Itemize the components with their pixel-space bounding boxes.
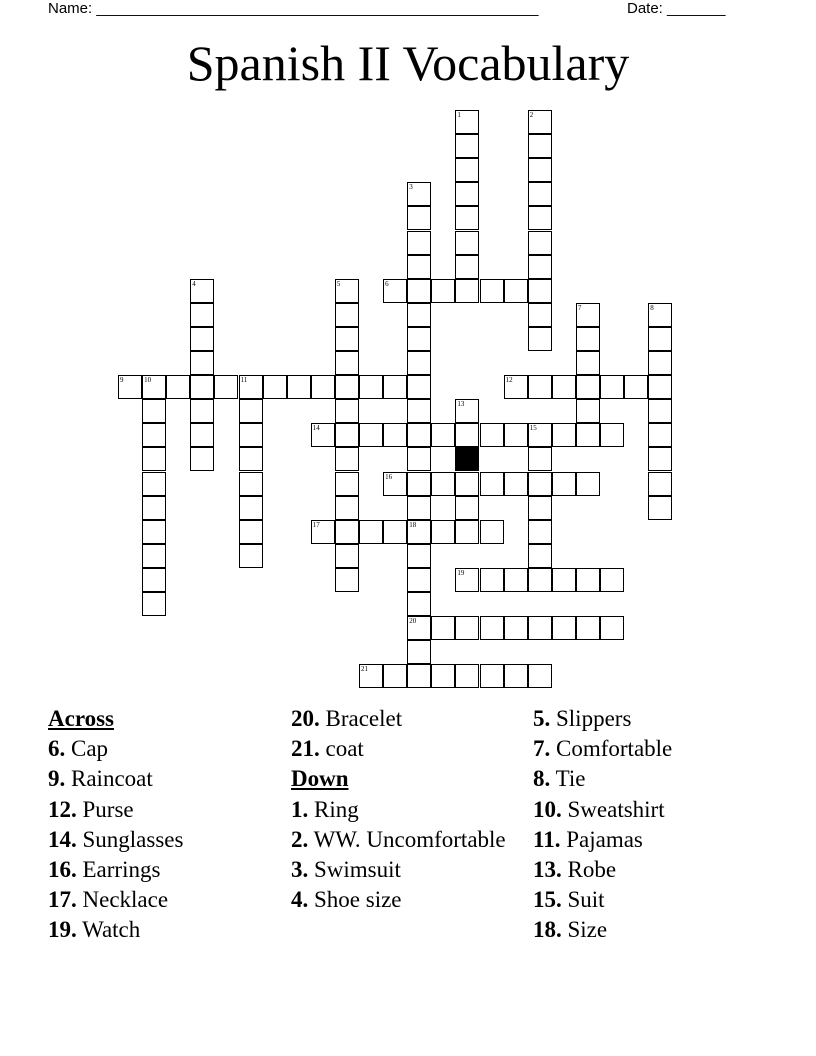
crossword-cell[interactable]: [455, 616, 479, 640]
crossword-cell[interactable]: [335, 399, 359, 423]
crossword-cell[interactable]: [190, 303, 214, 327]
crossword-cell[interactable]: [383, 423, 407, 447]
crossword-cell[interactable]: [648, 447, 672, 471]
crossword-cell[interactable]: [480, 279, 504, 303]
clue-number: 8.: [533, 766, 551, 792]
clue-text: Sweatshirt: [567, 796, 665, 822]
crossword-cell[interactable]: [407, 447, 431, 471]
crossword-cell[interactable]: [335, 496, 359, 520]
across-clue-20: [291, 704, 526, 734]
crossword-cell[interactable]: [648, 303, 672, 327]
crossword-cell[interactable]: [431, 279, 455, 303]
crossword-cell[interactable]: [504, 664, 528, 688]
crossword-cell[interactable]: [383, 375, 407, 399]
across-clue-12: [48, 795, 283, 825]
clue-number: 2.: [291, 826, 309, 852]
crossword-cell[interactable]: [528, 496, 552, 520]
clue-number-label: 18: [409, 520, 417, 529]
crossword-cell[interactable]: [504, 279, 528, 303]
crossword-cell[interactable]: [407, 399, 431, 423]
clue-number-label: 2: [529, 111, 534, 119]
crossword-cell[interactable]: [455, 568, 479, 592]
clue-number: 13.: [533, 857, 562, 883]
crossword-cell[interactable]: [576, 351, 600, 375]
crossword-cell[interactable]: [407, 206, 431, 230]
crossword-cell[interactable]: [142, 592, 166, 616]
crossword-cell[interactable]: [239, 544, 263, 568]
crossword-cell[interactable]: [576, 423, 600, 447]
crossword-cell[interactable]: [648, 496, 672, 520]
across-clue-6: [48, 734, 283, 764]
crossword-cell[interactable]: [335, 303, 359, 327]
clue-text: Earrings: [82, 857, 161, 883]
crossword-cell[interactable]: [335, 279, 359, 303]
crossword-cell[interactable]: [552, 472, 576, 496]
crossword-cell[interactable]: [335, 447, 359, 471]
crossword-cell[interactable]: [166, 375, 190, 399]
across-clue-9: [48, 764, 283, 794]
crossword-cell[interactable]: [528, 182, 552, 206]
crossword-cell[interactable]: [190, 279, 214, 303]
crossword-cell[interactable]: [118, 375, 142, 399]
crossword-cell[interactable]: [431, 423, 455, 447]
crossword-cell[interactable]: [455, 206, 479, 230]
crossword-cell[interactable]: [480, 520, 504, 544]
page-title: Spanish II Vocabulary: [186, 35, 630, 91]
clue-number-label: 16: [385, 472, 393, 481]
clue-number: 18.: [533, 917, 562, 943]
clue-text: Watch: [82, 917, 141, 943]
across-heading: Across: [48, 706, 115, 731]
crossword-cell[interactable]: [455, 255, 479, 279]
crossword-cell[interactable]: [528, 110, 552, 134]
crossword-cell[interactable]: [455, 134, 479, 158]
crossword-cell[interactable]: [407, 255, 431, 279]
crossword-cell[interactable]: [528, 327, 552, 351]
clue-text: Comfortable: [556, 736, 673, 762]
crossword-cell[interactable]: [407, 520, 431, 544]
down-clue-11: [533, 825, 773, 855]
across-clue-17: [48, 885, 283, 915]
crossword-cell[interactable]: [407, 182, 431, 206]
crossword-cell[interactable]: [431, 520, 455, 544]
crossword-cell[interactable]: [190, 375, 214, 399]
crossword-cell[interactable]: [239, 399, 263, 423]
crossword-cell[interactable]: [407, 616, 431, 640]
across-clue-21: [291, 734, 526, 764]
crossword-cell[interactable]: [528, 303, 552, 327]
crossword-cell[interactable]: [359, 664, 383, 688]
clue-text: Robe: [567, 857, 617, 883]
crossword-cell[interactable]: [407, 303, 431, 327]
crossword-cell[interactable]: [407, 592, 431, 616]
crossword-cell[interactable]: [142, 568, 166, 592]
clue-number-label: 14: [312, 424, 320, 433]
crossword-cell[interactable]: [239, 447, 263, 471]
clue-number-label: 4: [192, 279, 196, 288]
across-clue-16: [48, 855, 283, 885]
clue-number-label: 12: [505, 376, 513, 385]
crossword-cell[interactable]: [407, 544, 431, 568]
crossword-cell[interactable]: [600, 423, 624, 447]
clue-number: 20.: [291, 706, 320, 731]
clue-text: Raincoat: [71, 766, 153, 792]
crossword-cell[interactable]: [335, 375, 359, 399]
clue-number: 16.: [48, 857, 77, 883]
clue-text: Suit: [567, 887, 605, 913]
crossword-cell[interactable]: [648, 351, 672, 375]
clue-number: 17.: [48, 887, 77, 913]
crossword-cell[interactable]: [455, 472, 479, 496]
down-clue-4: [291, 885, 526, 915]
crossword-cell[interactable]: [431, 472, 455, 496]
clue-number: 9.: [48, 766, 66, 792]
clue-number: 1.: [291, 796, 309, 822]
crossword-cell[interactable]: [214, 375, 238, 399]
crossword-cell[interactable]: [528, 664, 552, 688]
crossword-cell[interactable]: [600, 616, 624, 640]
across-clue-19: [48, 915, 283, 945]
crossword-cell[interactable]: [311, 520, 335, 544]
clue-number-label: 1: [457, 111, 461, 119]
crossword-cell[interactable]: [648, 423, 672, 447]
crossword-cell[interactable]: [528, 520, 552, 544]
down-clue-5: [533, 704, 773, 734]
crossword-cell[interactable]: [480, 423, 504, 447]
crossword-cell[interactable]: [576, 327, 600, 351]
clue-number-label: 5: [336, 279, 341, 288]
crossword-cell[interactable]: [431, 616, 455, 640]
crossword-cell[interactable]: [576, 616, 600, 640]
crossword-cell[interactable]: [552, 423, 576, 447]
clue-number-label: 19: [457, 568, 465, 577]
crossword-cell[interactable]: [528, 423, 552, 447]
clue-number-label: 7: [577, 303, 582, 312]
crossword-cell[interactable]: [142, 423, 166, 447]
crossword-cell[interactable]: [528, 447, 552, 471]
crossword-cell[interactable]: [383, 664, 407, 688]
across-clue-14: [48, 825, 283, 855]
clue-number-label: 8: [650, 303, 654, 312]
crossword-cell[interactable]: [648, 399, 672, 423]
crossword-cell[interactable]: [359, 520, 383, 544]
crossword-cell[interactable]: [335, 327, 359, 351]
clue-number: 19.: [48, 917, 77, 943]
crossword-cell[interactable]: [504, 568, 528, 592]
down-clue-10: [533, 795, 773, 825]
clue-text: Slippers: [556, 706, 632, 731]
crossword-cell[interactable]: [142, 399, 166, 423]
crossword-cell[interactable]: [552, 568, 576, 592]
down-clue-1: [291, 795, 526, 825]
clue-number-label: 13: [457, 400, 465, 409]
crossword-cell[interactable]: [407, 640, 431, 664]
down-clue-3: [291, 855, 526, 885]
clue-text: Ring: [314, 796, 359, 822]
crossword-cell[interactable]: [528, 134, 552, 158]
crossword-cell[interactable]: [455, 110, 479, 134]
down-clue-18: [533, 915, 773, 945]
crossword-cell[interactable]: [480, 616, 504, 640]
crossword-cell[interactable]: [239, 472, 263, 496]
crossword-cell[interactable]: [335, 423, 359, 447]
crossword-cell[interactable]: [407, 568, 431, 592]
crossword-cell[interactable]: [407, 664, 431, 688]
clue-number: 11.: [533, 826, 561, 852]
clue-column-3: [533, 704, 773, 946]
clue-text: Size: [567, 917, 608, 943]
down-clue-15: [533, 885, 773, 915]
clue-number: 14.: [48, 826, 77, 852]
crossword-cell[interactable]: [455, 520, 479, 544]
crossword-cell[interactable]: [335, 472, 359, 496]
clue-number-label: 17: [312, 520, 320, 529]
crossword-cell[interactable]: [263, 375, 287, 399]
crossword-cell[interactable]: [407, 327, 431, 351]
crossword-cell[interactable]: [600, 568, 624, 592]
crossword-cell[interactable]: [624, 375, 648, 399]
clue-number: 5.: [533, 706, 551, 731]
crossword-cell[interactable]: [576, 399, 600, 423]
crossword-cell[interactable]: [600, 375, 624, 399]
clue-text: Shoe size: [314, 887, 402, 913]
clue-number: 3.: [291, 857, 309, 883]
crossword-cell[interactable]: [552, 375, 576, 399]
crossword-cell[interactable]: [407, 351, 431, 375]
crossword-cell[interactable]: [239, 423, 263, 447]
crossword-cell[interactable]: [480, 664, 504, 688]
crossword-cell[interactable]: [407, 231, 431, 255]
clue-number-label: 11: [240, 376, 248, 385]
crossword-cell[interactable]: [528, 158, 552, 182]
crossword-cell[interactable]: [335, 351, 359, 375]
crossword-cell[interactable]: [142, 447, 166, 471]
crossword-cell[interactable]: [528, 375, 552, 399]
crossword-cell[interactable]: [528, 544, 552, 568]
down-clue-8: [533, 764, 773, 794]
crossword-cell[interactable]: [431, 664, 455, 688]
crossword-cell[interactable]: [407, 375, 431, 399]
crossword-cell[interactable]: [648, 327, 672, 351]
crossword-cell[interactable]: [383, 472, 407, 496]
clue-column-2: [291, 704, 526, 915]
crossword-cell[interactable]: [142, 375, 166, 399]
crossword-cell[interactable]: [504, 423, 528, 447]
clue-text: coat: [325, 736, 364, 762]
clue-number-label: 15: [529, 424, 537, 433]
crossword-cell[interactable]: [407, 472, 431, 496]
crossword-cell[interactable]: [576, 472, 600, 496]
crossword-cell[interactable]: [239, 496, 263, 520]
clue-text: Pajamas: [566, 826, 643, 852]
down-heading: Down: [291, 766, 349, 792]
crossword-cell[interactable]: [239, 375, 263, 399]
crossword-cell[interactable]: [504, 375, 528, 399]
crossword-cell[interactable]: [311, 375, 335, 399]
clue-number-label: 10: [144, 376, 152, 385]
crossword-cell[interactable]: [190, 447, 214, 471]
crossword-cell[interactable]: [455, 664, 479, 688]
clue-number: 6.: [48, 736, 66, 762]
clue-number: 4.: [291, 887, 309, 913]
date-field-line[interactable]: Date: _______: [627, 0, 726, 17]
crossword-cell[interactable]: [528, 279, 552, 303]
crossword-cell[interactable]: [480, 472, 504, 496]
crossword-cell[interactable]: [528, 616, 552, 640]
clue-text: Tie: [555, 766, 586, 792]
crossword-cell[interactable]: [455, 399, 479, 423]
crossword-cell[interactable]: [528, 206, 552, 230]
clue-number-label: 3: [409, 183, 413, 192]
crossword-cell[interactable]: [455, 231, 479, 255]
clue-number: 10.: [533, 796, 562, 822]
clue-number: 21.: [291, 736, 320, 762]
crossword-cell[interactable]: [142, 544, 166, 568]
crossword-cell[interactable]: [648, 472, 672, 496]
crossword-cell[interactable]: [142, 496, 166, 520]
crossword-cell[interactable]: [455, 182, 479, 206]
crossword-cell[interactable]: [528, 231, 552, 255]
crossword-cell[interactable]: [190, 351, 214, 375]
crossword-cell[interactable]: [407, 496, 431, 520]
clue-number: 15.: [533, 887, 562, 913]
crossword-cell[interactable]: [648, 375, 672, 399]
clue-text: Swimsuit: [314, 857, 401, 883]
clue-number: 7.: [533, 736, 551, 762]
crossword-cell[interactable]: [455, 496, 479, 520]
crossword-cell[interactable]: [407, 423, 431, 447]
crossword-cell[interactable]: [190, 423, 214, 447]
crossword-cell[interactable]: [239, 520, 263, 544]
clue-number-label: 6: [385, 279, 389, 288]
clue-number-label: 9: [120, 376, 124, 385]
crossword-cell[interactable]: [576, 568, 600, 592]
crossword-cell[interactable]: [528, 568, 552, 592]
crossword-cell[interactable]: [335, 544, 359, 568]
clue-text: Purse: [82, 796, 134, 822]
down-clue-7: [533, 734, 773, 764]
crossword-cell[interactable]: [335, 520, 359, 544]
crossword-cell[interactable]: [359, 375, 383, 399]
crossword-cell[interactable]: [576, 375, 600, 399]
clue-text: Bracelet: [325, 706, 403, 731]
clue-number: 12.: [48, 796, 77, 822]
down-clue-13: [533, 855, 773, 885]
crossword-cell[interactable]: [504, 616, 528, 640]
name-field-line[interactable]: Name: _____________________________________________________: [48, 0, 539, 17]
crossword-cell[interactable]: [504, 472, 528, 496]
crossword-cell[interactable]: [335, 568, 359, 592]
clue-number-label: 20: [409, 617, 417, 626]
crossword-block-cell: [455, 447, 479, 471]
crossword-cell[interactable]: [528, 472, 552, 496]
crossword-cell[interactable]: [576, 303, 600, 327]
crossword-cell[interactable]: [552, 616, 576, 640]
crossword-cell[interactable]: [455, 279, 479, 303]
crossword-cell[interactable]: [455, 423, 479, 447]
clue-column-1: [48, 704, 283, 946]
clue-text: Necklace: [82, 887, 169, 913]
clue-text: Cap: [71, 736, 109, 762]
crossword-cell[interactable]: [287, 375, 311, 399]
crossword-cell[interactable]: [528, 255, 552, 279]
crossword-cell[interactable]: [142, 520, 166, 544]
clue-number-label: 21: [361, 665, 368, 674]
crossword-cell[interactable]: [311, 423, 335, 447]
clue-text: Sunglasses: [82, 826, 184, 852]
crossword-cell[interactable]: [359, 423, 383, 447]
crossword-cell[interactable]: [190, 327, 214, 351]
down-clue-2: [291, 825, 526, 855]
crossword-cell[interactable]: [190, 399, 214, 423]
crossword-cell[interactable]: [407, 279, 431, 303]
crossword-cell[interactable]: [480, 568, 504, 592]
crossword-cell[interactable]: [383, 279, 407, 303]
crossword-cell[interactable]: [455, 158, 479, 182]
crossword-cell[interactable]: [383, 520, 407, 544]
clue-text: WW. Uncomfortable: [313, 826, 506, 852]
crossword-cell[interactable]: [142, 472, 166, 496]
